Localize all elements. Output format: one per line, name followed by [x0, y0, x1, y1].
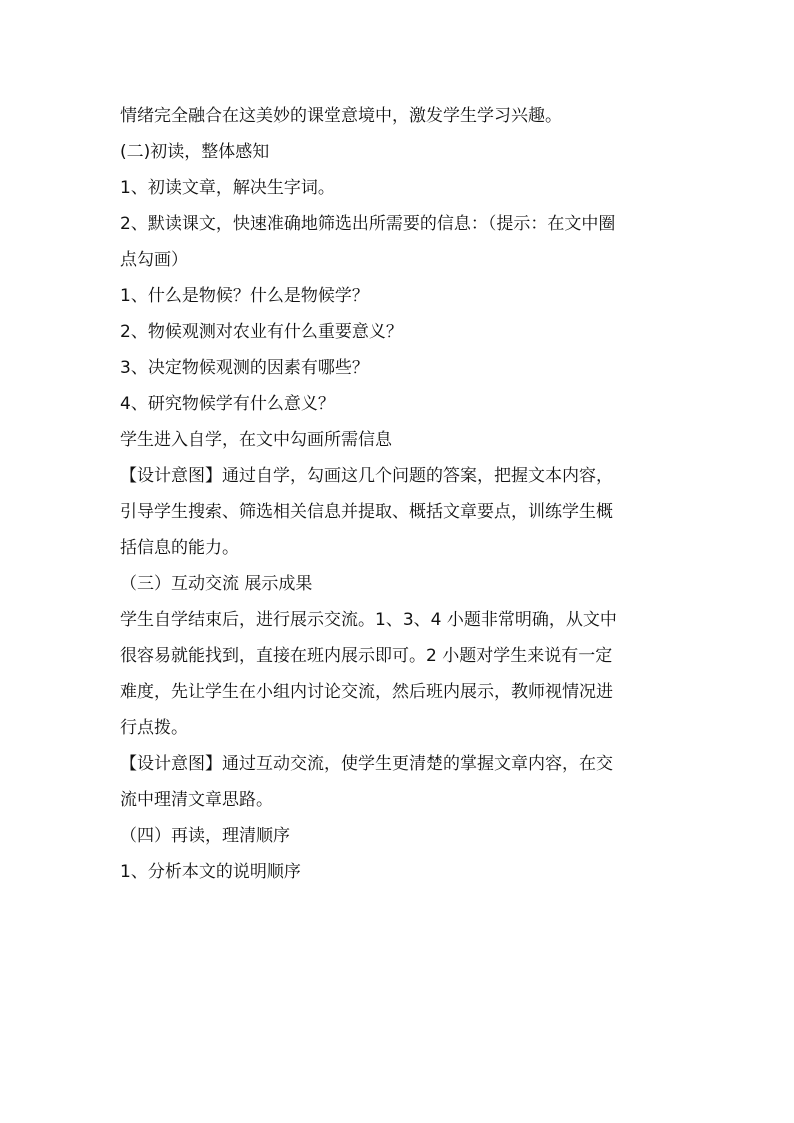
section-heading-interaction: （三）互动交流 展示成果 [120, 574, 313, 594]
question-item: 4、研究物候学有什么意义？ [120, 394, 335, 414]
design-intent-paragraph: 括信息的能力。 [120, 538, 239, 558]
section-heading-reread: （四）再读，理清顺序 [120, 826, 290, 846]
question-item: 2、物候观测对农业有什么重要意义？ [120, 322, 403, 342]
list-item-continuation: 点勾画） [120, 250, 188, 270]
section-heading-first-reading: (二)初读，整体感知 [120, 142, 270, 162]
design-intent-paragraph: 引导学生搜索、筛选相关信息并提取、概括文章要点，训练学生概 [120, 502, 613, 522]
question-item: 3、决定物候观测的因素有哪些？ [120, 358, 369, 378]
question-item: 1、什么是物候？什么是物候学？ [120, 286, 369, 306]
list-item: 2、默读课文，快速准确地筛选出所需要的信息：（提示：在文中圈 [120, 214, 616, 234]
text-line: 行点拨。 [120, 718, 188, 738]
list-item: 1、初读文章，解决生字词。 [120, 178, 335, 198]
document-body [120, 98, 680, 890]
design-intent-paragraph: 【设计意图】通过自学，勾画这几个问题的答案，把握文本内容， [120, 466, 613, 486]
text-line: 很容易就能找到，直接在班内展示即可。2 小题对学生来说有一定 [120, 646, 613, 666]
design-intent-paragraph: 流中理清文章思路。 [120, 790, 273, 810]
text-line-intro-ending: 情绪完全融合在这美妙的课堂意境中，激发学生学习兴趣。 [120, 106, 562, 126]
text-line: 学生自学结束后，进行展示交流。1、3、4 小题非常明确，从文中 [120, 610, 617, 630]
text-line: 难度，先让学生在小组内讨论交流，然后班内展示，教师视情况进 [120, 682, 613, 702]
design-intent-paragraph: 【设计意图】通过互动交流，使学生更清楚的掌握文章内容，在交 [120, 754, 613, 774]
list-item: 1、分析本文的说明顺序 [120, 862, 301, 882]
text-line: 学生进入自学，在文中勾画所需信息 [120, 430, 392, 450]
